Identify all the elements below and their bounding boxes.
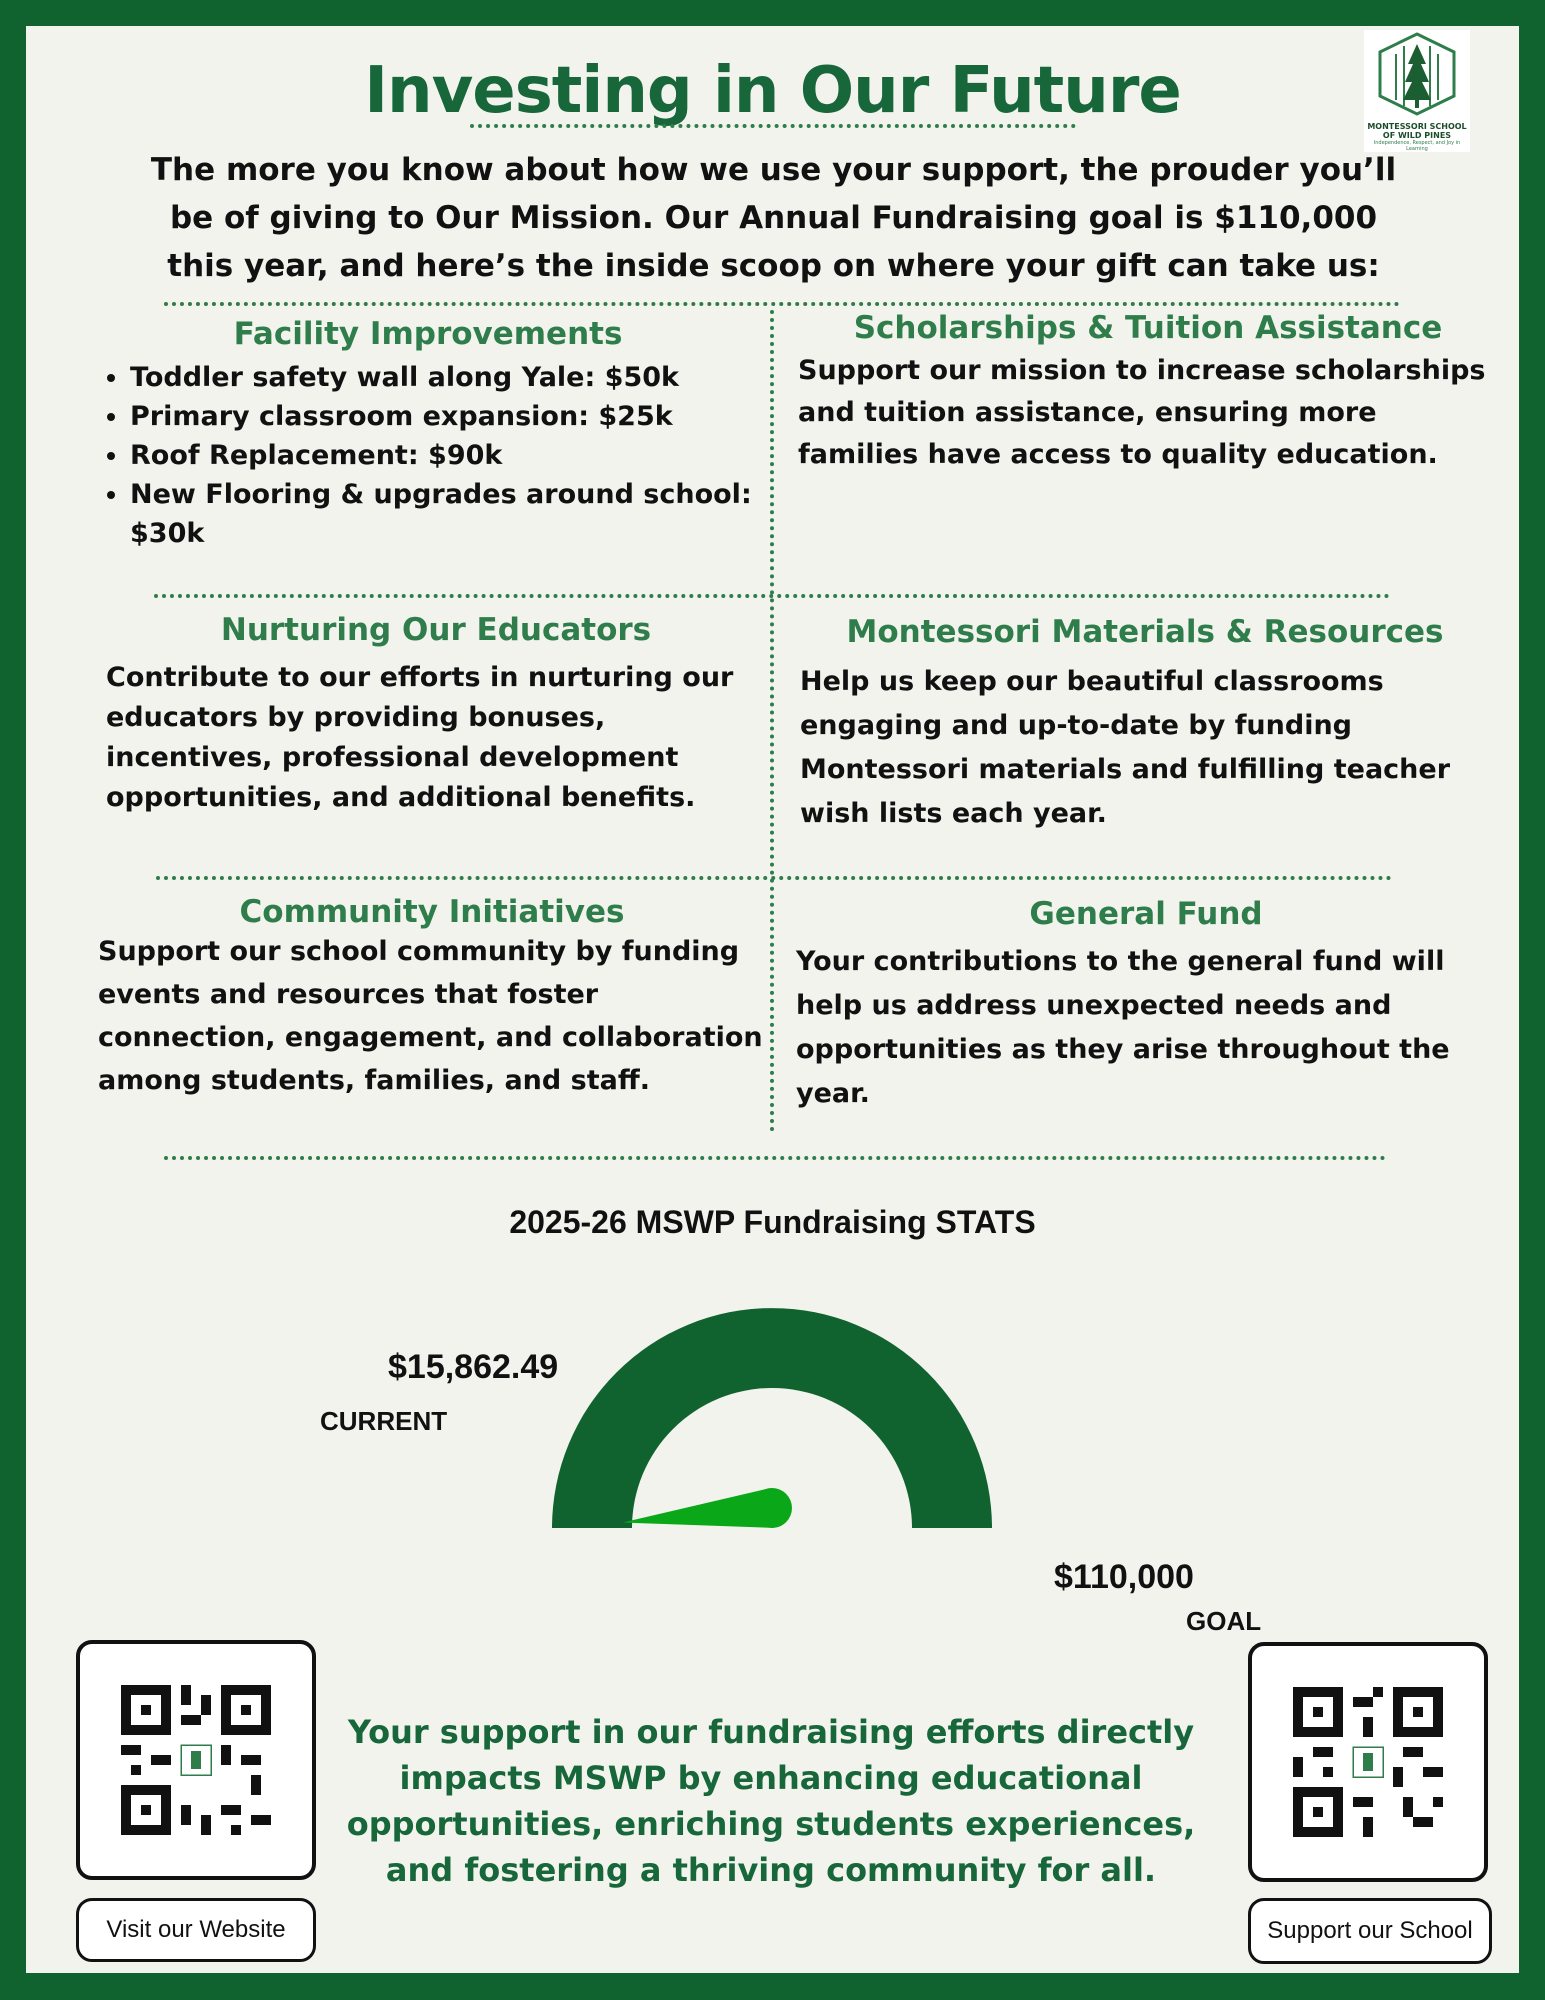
community-body: Support our school community by funding events and resources that foster connection, engagement, and collaboration among students, families, and staff. <box>98 936 763 1096</box>
gauge-needle <box>623 1488 774 1528</box>
school-logo <box>1364 30 1470 152</box>
closing-message: Your support in our fundraising efforts directly impacts MSWP by enhancing educational opportunities, enriching students experiences, and fostering a thriving community for all. <box>346 1713 1196 1889</box>
logo-name-line1: MONTESSORI SCHOOL <box>1367 122 1467 131</box>
qr-code-icon <box>1293 1687 1443 1837</box>
intro-text: The more you know about how we use your support, the prouder you’ll be of giving to Our Mission. Our Annual Fundraising goal is $110,000 this year, and here’s the inside scoop on where your gift can take us: <box>150 152 1397 284</box>
row2-divider <box>156 876 1392 880</box>
general-body: Your contributions to the general fund will help us address unexpected needs and opportunities as they arise throughout the year. <box>796 946 1450 1109</box>
column-divider <box>770 310 774 1132</box>
row1-divider <box>154 594 1390 598</box>
pine-tree-icon <box>1364 30 1470 118</box>
general-title: General Fund <box>1029 896 1263 932</box>
scholarships-body: Support our mission to increase scholarships and tuition assistance, ensuring more families have access to quality education. <box>798 355 1486 470</box>
current-amount: $15,862.49 <box>388 1348 559 1386</box>
scholarships-title: Scholarships & Tuition Assistance <box>853 310 1443 346</box>
gauge-hub <box>752 1488 792 1528</box>
fundraising-gauge <box>552 1308 992 1534</box>
row3-divider <box>164 1156 1386 1160</box>
logo-tagline: Independence, Respect, and Joy in Learning <box>1373 140 1461 152</box>
flyer-page <box>26 26 1519 1973</box>
materials-section <box>800 614 1490 836</box>
list-item: • New Flooring & upgrades around school: $30k <box>130 475 760 553</box>
educators-section <box>106 612 766 818</box>
qr-code-icon <box>121 1685 271 1835</box>
intro-divider <box>164 302 1400 306</box>
list-item: • Toddler safety wall along Yale: $50k <box>130 358 760 397</box>
facility-list <box>96 358 760 553</box>
general-section <box>796 896 1496 1116</box>
goal-label: GOAL <box>1186 1606 1262 1636</box>
title-divider <box>470 124 1076 128</box>
list-item: • Roof Replacement: $90k <box>130 436 760 475</box>
educators-body: Contribute to our efforts in nurturing our educators by providing bonuses, incentives, professional development opportunities, and additional benefits. <box>106 662 734 813</box>
community-section <box>98 894 766 1102</box>
logo-name-line2: OF WILD PINES <box>1382 131 1452 140</box>
current-label: CURRENT <box>320 1406 448 1436</box>
list-item: • Primary classroom expansion: $25k <box>130 397 760 436</box>
materials-title: Montessori Materials & Resources <box>846 614 1444 650</box>
facility-title: Facility Improvements <box>233 316 623 352</box>
support-qr-card[interactable] <box>1248 1642 1488 1882</box>
educators-title: Nurturing Our Educators <box>220 612 652 648</box>
support-school-button[interactable]: Support our School <box>1248 1898 1492 1964</box>
visit-website-button[interactable]: Visit our Website <box>76 1898 316 1962</box>
stats-title: 2025-26 MSWP Fundraising STATS <box>509 1204 1036 1240</box>
community-title: Community Initiatives <box>239 894 625 930</box>
goal-amount: $110,000 <box>1054 1558 1194 1596</box>
materials-body: Help us keep our beautiful classrooms engaging and up-to-date by funding Montessori materials and fulfilling teacher wish lists each year. <box>800 666 1451 829</box>
website-qr-card[interactable] <box>76 1640 316 1880</box>
page-title: Investing in Our Future <box>364 54 1181 128</box>
scholarships-section <box>798 310 1498 476</box>
facility-section <box>96 316 760 553</box>
